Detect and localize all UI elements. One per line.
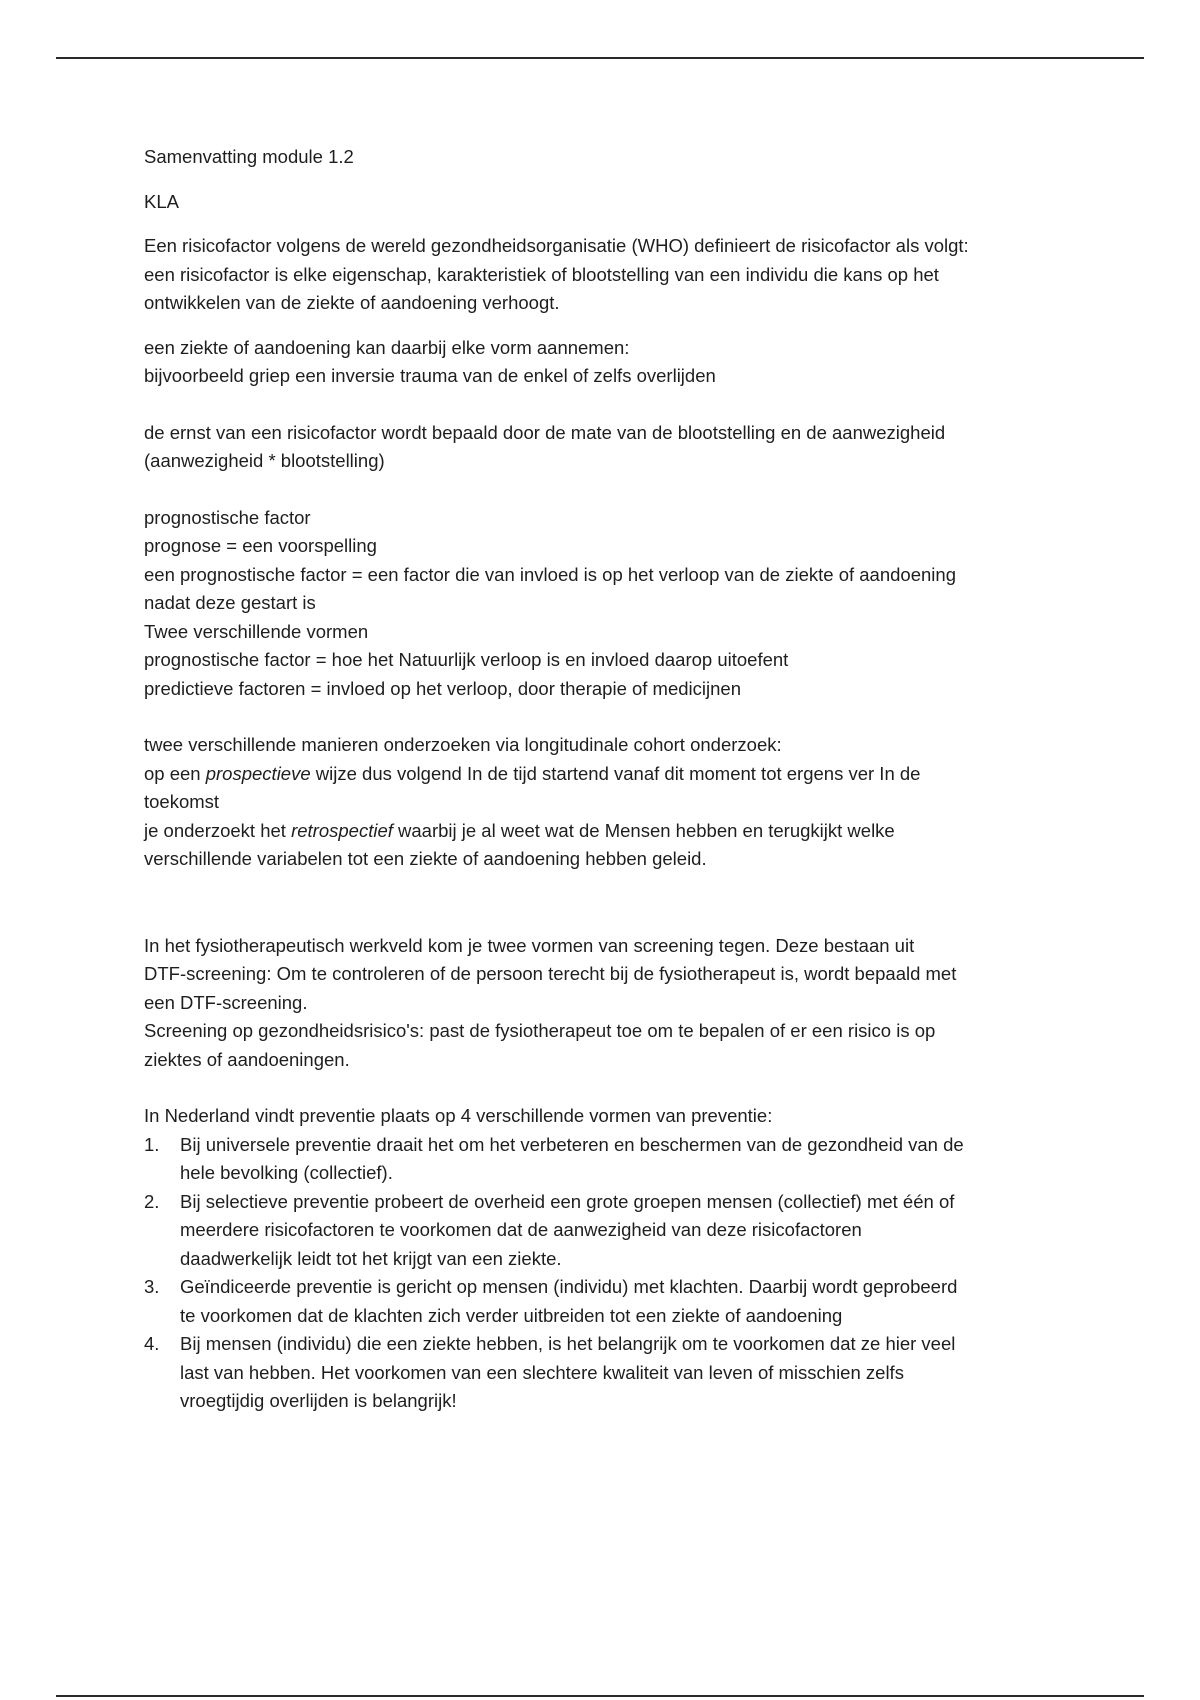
prevention-list bbox=[144, 1131, 1064, 1416]
list-item bbox=[144, 1188, 1064, 1274]
text-line: In het fysiotherapeutisch werkveld kom je twee vormen van screening tegen. Deze bestaan uit bbox=[144, 934, 915, 956]
text-line: nadat deze gestart is bbox=[144, 592, 316, 613]
list-number: 4. bbox=[144, 1333, 160, 1354]
text-line: predictieve factoren = invloed op het verloop, door therapie of medicijnen bbox=[144, 677, 741, 699]
text-line: te voorkomen dat de klachten zich verder uitbreiden tot een ziekte of aandoening bbox=[180, 1304, 843, 1326]
severity-paragraph bbox=[144, 419, 1064, 476]
prospective-term: prospectieve bbox=[205, 762, 311, 784]
document-subject: KLA bbox=[144, 190, 179, 212]
list-number: 1. bbox=[144, 1133, 160, 1155]
list-number: 2. bbox=[144, 1190, 160, 1212]
header-rule bbox=[56, 57, 1144, 59]
text-line: last van hebben. Het voorkomen van een slechtere kwaliteit van leven of misschien zelfs bbox=[180, 1361, 904, 1383]
footer-rule bbox=[56, 1695, 1144, 1697]
text-line: een prognostische factor = een factor die van invloed is op het verloop van de ziekte of aandoening bbox=[144, 563, 956, 585]
text-line: Geïndiceerde preventie is gericht op mensen (individu) met klachten. Daarbij wordt geprobeerd bbox=[180, 1276, 958, 1297]
list-item bbox=[144, 1131, 1064, 1188]
text-line: toekomst bbox=[144, 791, 220, 812]
prognostic-paragraph bbox=[144, 504, 1064, 704]
text-line: een DTF-screening. bbox=[144, 991, 308, 1013]
text-line: verschillende variabelen tot een ziekte of aandoening hebben geleid. bbox=[144, 848, 707, 869]
text-line: prognostische factor bbox=[144, 506, 311, 528]
retrospective-line bbox=[144, 817, 1064, 846]
document-body bbox=[144, 143, 1064, 1416]
text-line: vroegtijdig overlijden is belangrijk! bbox=[180, 1390, 457, 1411]
text-line: ziektes of aandoeningen. bbox=[144, 1048, 350, 1070]
text-line: Twee verschillende vormen bbox=[144, 620, 369, 642]
list-item bbox=[144, 1273, 1064, 1330]
text-line: prognostische factor = hoe het Natuurlijk verloop is en invloed daarop uitoefent bbox=[144, 649, 789, 670]
text-line: twee verschillende manieren onderzoeken via longitudinale cohort onderzoek: bbox=[144, 734, 782, 755]
retrospective-term: retrospectief bbox=[291, 819, 393, 841]
text-line: Bij selectieve preventie probeert de overheid een grote groepen mensen (collectief) met één of bbox=[180, 1190, 955, 1212]
text-line: prognose = een voorspelling bbox=[144, 535, 377, 556]
prospective-line bbox=[144, 760, 1064, 789]
text-line: Bij universele preventie draait het om het verbeteren en beschermen van de gezondheid van de bbox=[180, 1133, 964, 1155]
text-span: waarbij je al weet wat de Mensen hebben en terugkijkt welke bbox=[392, 819, 895, 841]
screening-paragraph bbox=[144, 932, 1064, 1075]
text-line: daadwerkelijk leidt tot het krijgt van een ziekte. bbox=[180, 1247, 562, 1269]
text-line: hele bevolking (collectief). bbox=[180, 1162, 393, 1183]
risk-definition-paragraph bbox=[144, 232, 1064, 318]
research-paragraph bbox=[144, 731, 1064, 874]
text-span: je onderzoekt het bbox=[144, 819, 292, 841]
text-line: ontwikkelen van de ziekte of aandoening verhoogt. bbox=[144, 292, 560, 313]
text-line: Screening op gezondheidsrisico's: past de fysiotherapeut toe om te bepalen of er een risico is op bbox=[144, 1020, 936, 1041]
text-span: op een bbox=[144, 762, 206, 784]
list-item bbox=[144, 1330, 1064, 1416]
disease-forms-paragraph bbox=[144, 334, 1064, 391]
list-number: 3. bbox=[144, 1276, 160, 1297]
text-line: DTF-screening: Om te controleren of de persoon terecht bij de fysiotherapeut is, wordt bepaald met bbox=[144, 963, 957, 984]
text-line: Een risicofactor volgens de wereld gezondheidsorganisatie (WHO) definieert de risicofactor als volgt: bbox=[144, 235, 969, 256]
prevention-intro: In Nederland vindt preventie plaats op 4 verschillende vormen van preventie: bbox=[144, 1105, 773, 1126]
text-line: bijvoorbeeld griep een inversie trauma van de enkel of zelfs overlijden bbox=[144, 365, 716, 386]
document-title: Samenvatting module 1.2 bbox=[144, 146, 354, 167]
text-line: een ziekte of aandoening kan daarbij elke vorm aannemen: bbox=[144, 336, 630, 358]
text-line: meerdere risicofactoren te voorkomen dat de aanwezigheid van deze risicofactoren bbox=[180, 1219, 862, 1240]
text-line: Bij mensen (individu) die een ziekte hebben, is het belangrijk om te voorkomen dat ze hier veel bbox=[180, 1333, 956, 1354]
text-line: (aanwezigheid * blootstelling) bbox=[144, 450, 385, 471]
text-line: de ernst van een risicofactor wordt bepaald door de mate van de blootstelling en de aanwezigheid bbox=[144, 421, 946, 443]
text-span: wijze dus volgend In de tijd startend vanaf dit moment tot ergens ver In de bbox=[310, 762, 921, 784]
text-line: een risicofactor is elke eigenschap, karakteristiek of blootstelling van een individu die kans op het bbox=[144, 263, 939, 285]
